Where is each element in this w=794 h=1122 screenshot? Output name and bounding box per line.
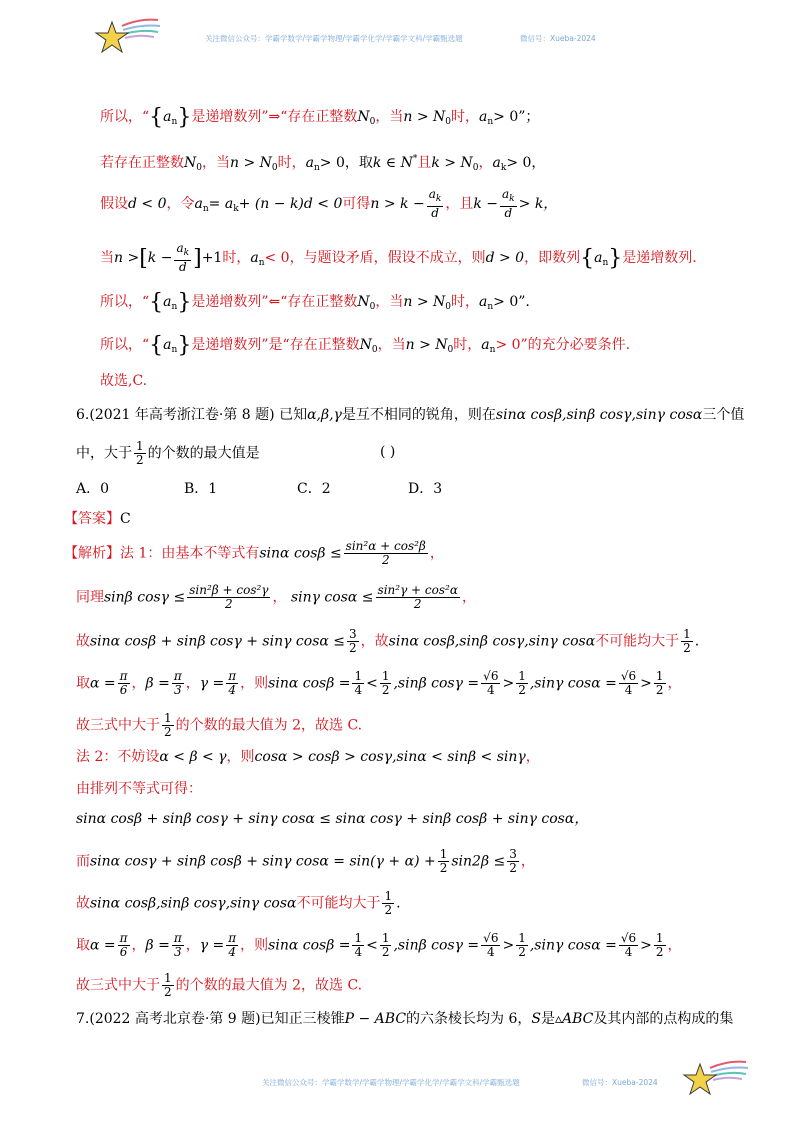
text: 是递增数列”⇐“存在正整数	[191, 294, 358, 310]
math: a	[163, 109, 172, 125]
fraction	[172, 670, 184, 697]
fraction	[380, 670, 392, 697]
math: n > N	[405, 337, 448, 353]
analysis-line-6	[76, 748, 540, 766]
text: ，且	[445, 196, 474, 212]
num: 1	[381, 931, 390, 945]
num: 1	[136, 439, 144, 453]
fraction	[380, 932, 392, 959]
math: +1	[201, 250, 223, 266]
math: a	[305, 155, 314, 171]
text: 时，	[453, 337, 482, 353]
text: ，即数列	[524, 250, 581, 266]
num: π	[173, 931, 182, 945]
proof-line-7: 故选,C.	[100, 373, 148, 389]
math: sin2β ≤	[451, 853, 506, 870]
math: N	[359, 337, 372, 353]
num: 1	[655, 669, 664, 683]
fraction	[438, 848, 450, 875]
den: 2	[683, 641, 691, 655]
text: .	[396, 895, 401, 912]
fraction	[427, 188, 444, 220]
text: 可得	[342, 196, 371, 212]
text: 时，	[277, 155, 306, 171]
answer-line	[64, 510, 131, 528]
math-sub: k	[183, 248, 190, 258]
den: 2	[518, 683, 526, 697]
analysis-line-7: 由排列不等式可得：	[76, 781, 202, 797]
text: < 0，与题设矛盾，假设不成立，则	[264, 250, 486, 266]
fraction	[382, 890, 394, 917]
answer-label: 【答案】	[64, 511, 120, 527]
math: sinα cosβ + sinβ cosγ + sinγ cosα ≤	[90, 633, 346, 650]
num: 3	[349, 627, 357, 641]
text: 的个数的最大值是	[147, 445, 260, 462]
analysis-line-4: 取α = $\frac{\pi}{6}$ ，β = $\frac{\pi}{3}$ ，γ = $\frac{\pi}{4}$ ，则sinα cosβ = $\frac{1}{4}$ < $\frac{1}{2}$ ,sinβ cosγ = $\frac{√6}{4}$ > $\frac{1}{2}$ ,sinγ cosα = $\frac{√6}{4}$ > $\frac{1}{2}$ ，	[76, 669, 682, 697]
text: 而	[76, 853, 90, 870]
text: 取	[76, 937, 90, 954]
text: ，	[667, 675, 682, 692]
analysis-line-2	[76, 584, 476, 611]
den: 4	[624, 683, 633, 697]
fraction	[162, 712, 174, 739]
num: 1	[518, 931, 526, 945]
math: a	[481, 337, 490, 353]
math-sub: n	[202, 204, 209, 214]
math: ,sinβ cosγ =	[393, 675, 480, 692]
fraction	[681, 628, 693, 655]
math: k −	[147, 250, 173, 266]
math: > k，	[518, 196, 558, 212]
math: a	[479, 294, 488, 310]
text: 是	[541, 1011, 555, 1027]
text: ，故	[360, 633, 389, 650]
den: 3	[173, 683, 182, 697]
den: 4	[354, 683, 363, 697]
math: n > k −	[370, 196, 425, 212]
text: ，则	[240, 675, 269, 692]
math: γ =	[199, 675, 225, 692]
math: α =	[90, 937, 116, 954]
num: 1	[518, 669, 526, 683]
text: ，	[478, 155, 493, 171]
den: 2	[349, 641, 357, 655]
math: sinα cosβ,sinβ cosγ,sinγ cosα	[90, 895, 297, 912]
num: π	[119, 931, 128, 945]
den: 2	[136, 453, 144, 467]
num: 1	[354, 669, 363, 683]
option-d: D．3	[408, 481, 443, 497]
fraction	[481, 932, 500, 959]
math: > 0”.	[493, 294, 530, 310]
den: 2	[381, 683, 390, 697]
math: d < 0	[128, 196, 167, 212]
math-sub: n	[489, 345, 496, 355]
math-sub: 0	[472, 163, 479, 173]
analysis-line-12	[76, 972, 362, 999]
text: 若存在正整数	[100, 155, 184, 171]
fraction	[344, 540, 428, 567]
analysis-line-1	[64, 540, 444, 567]
den: 2	[381, 553, 390, 567]
q6-number: 6.(2021 年高考浙江卷·第 8 题)	[76, 407, 275, 423]
star-logo-icon	[680, 1056, 752, 1100]
num: 1	[683, 627, 691, 641]
text: 是递增数列.	[622, 250, 697, 266]
text: 时，	[222, 250, 251, 266]
den: 2	[509, 861, 517, 875]
text: 已知	[279, 407, 308, 423]
text: 故三式中大于	[76, 977, 160, 994]
math: + (n − k)d < 0	[238, 196, 343, 212]
text: 取	[76, 675, 90, 692]
text: 是互不相同的锐角，则在	[341, 407, 496, 423]
math: sinα cosβ =	[268, 675, 351, 692]
math-sub: n	[313, 163, 320, 173]
header-right-text: 微信号：Xueba-2024	[520, 34, 596, 43]
den: 2	[655, 945, 664, 959]
math-sub: 0	[445, 302, 451, 312]
num: sin²α + cos²β	[345, 539, 426, 553]
answer-value: C	[120, 511, 131, 527]
star-logo-icon	[92, 14, 164, 58]
header-left-text: 关注微信公众号：学霸学数学/学霸学物理/学霸学化学/学霸学文科/学霸甄选题	[205, 34, 463, 43]
math: ,sinβ cosγ =	[393, 937, 480, 954]
fraction	[507, 848, 519, 875]
fraction	[118, 670, 130, 697]
math: N	[357, 294, 370, 310]
math: α =	[90, 675, 116, 692]
den: 4	[486, 945, 495, 959]
q7-stem-line1	[76, 1010, 733, 1028]
fraction	[352, 670, 364, 697]
math: = a	[208, 196, 234, 212]
option-a: A．0	[76, 481, 110, 497]
math: sinα cosβ =	[268, 937, 351, 954]
num: sin²β + cos²γ	[189, 583, 269, 597]
text: ，当	[377, 337, 406, 353]
num: sin²γ + cos²α	[377, 583, 458, 597]
num: √6	[483, 931, 499, 945]
num: π	[119, 669, 128, 683]
num: 1	[384, 889, 393, 903]
math: N	[357, 109, 370, 125]
den: 2	[164, 985, 172, 999]
math: > 0”；	[493, 109, 540, 125]
fraction	[516, 670, 528, 697]
fraction	[174, 242, 191, 274]
text: ，当	[201, 155, 230, 171]
proof-line-3	[100, 188, 557, 220]
num: √6	[483, 669, 499, 683]
text: 的六条棱长均为 6，	[406, 1011, 532, 1027]
analysis-line-9	[76, 848, 535, 875]
math-sub: 0	[369, 117, 376, 127]
math: ,sinγ cosα =	[529, 937, 617, 954]
text: 当	[100, 250, 114, 266]
num: a	[428, 187, 436, 201]
math: a	[163, 294, 172, 310]
num: π	[228, 931, 237, 945]
text: > 0”的充分必要条件.	[495, 337, 631, 353]
q6-stem-line2	[76, 440, 260, 467]
footer-right-text: 微信号：Xueba-2024	[582, 1078, 658, 1087]
proof-line-2	[100, 150, 545, 177]
num: π	[228, 669, 237, 683]
math: a	[479, 109, 488, 125]
num: 1	[164, 971, 172, 985]
page-header	[0, 0, 794, 70]
text: 故	[76, 633, 90, 650]
text: 且	[417, 155, 432, 171]
math: N	[184, 155, 197, 171]
fraction	[516, 932, 528, 959]
fraction	[162, 972, 174, 999]
fraction	[654, 670, 666, 697]
math: β =	[145, 675, 170, 692]
num: a	[176, 241, 184, 255]
den: 2	[655, 683, 664, 697]
fraction	[481, 670, 500, 697]
math-sub: 0	[369, 302, 376, 312]
math: a	[163, 337, 172, 353]
analysis-line-10	[76, 890, 401, 917]
fraction	[654, 932, 666, 959]
text: .	[694, 633, 700, 650]
den: 4	[486, 683, 495, 697]
num: 1	[381, 669, 390, 683]
math-sub: k	[435, 194, 442, 204]
math: > 0，取	[319, 155, 373, 171]
math-sub: n	[487, 117, 494, 127]
analysis-line-11: 取α = $\frac{\pi}{6}$ ，β = $\frac{\pi}{3}$ ，γ = $\frac{\pi}{4}$ ，则sinα cosβ = $\frac{1}{4}$ < $\frac{1}{2}$ ,sinβ cosγ = $\frac{√6}{4}$ > $\frac{1}{2}$ ,sinγ cosα = $\frac{√6}{4}$ > $\frac{1}{2}$ ，	[76, 931, 682, 959]
fraction	[352, 932, 364, 959]
math: d > 0	[485, 250, 525, 266]
den: d	[431, 206, 439, 220]
math: γ =	[199, 937, 225, 954]
text: 所以，“	[100, 109, 150, 125]
math: n > N	[229, 155, 272, 171]
text: 不可能均大于	[595, 633, 680, 650]
math: sinα cosβ ≤	[259, 545, 342, 562]
math: ▵ABC	[555, 1011, 594, 1027]
fraction	[619, 932, 638, 959]
math-sub: 0	[445, 117, 451, 127]
analysis-label: 【解析】	[64, 545, 120, 562]
math: a	[194, 196, 203, 212]
text: 法 2：不妨设	[76, 749, 160, 765]
fraction	[134, 440, 146, 467]
math: sinα cosβ,sinβ cosγ,sinγ cosα	[495, 407, 703, 423]
math: sinγ cosα ≤	[290, 589, 374, 606]
den: 2	[225, 597, 233, 611]
den: 4	[354, 945, 363, 959]
math-sub: k	[500, 163, 507, 173]
num: √6	[620, 931, 637, 945]
num: 1	[354, 931, 363, 945]
text: 故	[76, 895, 90, 912]
math: α,β,γ	[307, 407, 342, 423]
den: 4	[228, 945, 237, 959]
math-sub: n	[258, 258, 265, 268]
math-sub: n	[487, 302, 494, 312]
math: S	[531, 1011, 541, 1027]
fraction	[226, 932, 238, 959]
den: 2	[439, 861, 448, 875]
option-c: C．2	[297, 481, 331, 497]
math: cosα > cosβ > cosγ,sinα < sinβ < sinγ	[254, 749, 526, 765]
den: d	[178, 260, 187, 274]
math-sub: 0	[371, 345, 378, 355]
proof-line-4: 当n >[k − $\frac{a_k}{d}$ ]+1时，$a_n< 0$，与题设矛盾，假设不成立，则d > 0，即数列$\{a_n\}$是递增数列.	[100, 241, 697, 274]
text: ，	[520, 853, 535, 870]
math: <	[366, 937, 378, 954]
text: ，当	[375, 294, 404, 310]
math: β =	[145, 937, 170, 954]
math: k −	[473, 196, 499, 212]
den: 6	[119, 683, 128, 697]
math-sub: n	[171, 117, 178, 127]
math-sub: 0	[447, 345, 454, 355]
math: <	[366, 675, 378, 692]
den: 3	[173, 945, 182, 959]
proof-line-1: 所以，“$\{a_n\}$是递增数列”⇒“存在正整数$N_0$，当$n > N_0$时，$a_n> 0$”；	[100, 105, 540, 130]
option-b: B．1	[184, 481, 218, 497]
fraction	[500, 188, 517, 220]
math: n >	[114, 250, 140, 266]
math: k > N	[431, 155, 473, 171]
text: 法 1：由基本不等式有	[120, 545, 260, 562]
den: 4	[624, 945, 633, 959]
text: ，	[667, 937, 682, 954]
text: ，	[272, 589, 287, 606]
math: >	[640, 675, 652, 692]
q6-stem-line1	[76, 406, 744, 424]
footer-left-text: 关注微信公众号：学霸学数学/学霸学物理/学霸学化学/学霸学文科/学霸甄选题	[262, 1078, 520, 1087]
den: 4	[228, 683, 237, 697]
math: >	[502, 675, 515, 692]
den: 2	[384, 903, 393, 917]
math: ,sinγ cosα =	[529, 675, 617, 692]
text: 三个值	[702, 407, 745, 423]
num: a	[502, 187, 510, 201]
text: 不可能均大于	[296, 895, 381, 912]
analysis-line-5	[76, 712, 362, 739]
math-sub: 0	[196, 163, 202, 173]
math-sub: n	[171, 302, 178, 312]
den: d	[504, 206, 513, 220]
fraction	[118, 932, 130, 959]
math-sub: 0	[271, 163, 278, 173]
num: π	[173, 669, 182, 683]
text: 及其内部的点构成的集	[593, 1011, 734, 1027]
proof-line-6: 所以，“$\{a_n\}$是递增数列”是“存在正整数$N_0$，当$n > N_0$时，$a_n> 0$”的充分必要条件.	[100, 333, 631, 358]
den: 2	[164, 725, 172, 739]
math: P − ABC	[344, 1011, 407, 1027]
text: 所以，“	[100, 337, 150, 353]
text: ，令	[166, 196, 195, 212]
fraction	[347, 628, 359, 655]
text: ，则	[240, 937, 269, 954]
text: 是递增数列”⇒“存在正整数	[191, 109, 358, 125]
math: sinα cosβ,sinβ cosγ,sinγ cosα	[388, 633, 596, 650]
math-sub: n	[602, 258, 609, 268]
text: 时，	[451, 294, 479, 310]
text: 时，	[451, 109, 479, 125]
fraction	[226, 670, 238, 697]
text: ，则	[226, 749, 255, 765]
text: 假设	[100, 196, 128, 212]
math: sinα cosγ + sinβ cosβ + sinγ cosα = sin(γ + α) +	[90, 853, 436, 870]
math-sub: k	[509, 194, 515, 204]
num: 3	[509, 847, 517, 861]
math: α < β < γ	[159, 749, 227, 765]
math: a	[492, 155, 501, 171]
fraction	[187, 584, 270, 611]
analysis-line-3	[76, 628, 699, 655]
den: 2	[413, 597, 422, 611]
math: > 0，	[506, 155, 546, 171]
text: ，	[525, 749, 540, 765]
math: n > N	[403, 294, 446, 310]
math: sinβ cosγ ≤	[104, 589, 186, 606]
text: 所以，“	[100, 294, 150, 310]
fraction	[172, 932, 184, 959]
math-sub: n	[171, 345, 178, 355]
fraction	[376, 584, 460, 611]
math: >	[640, 937, 652, 954]
text: 中，大于	[76, 445, 132, 462]
text: 故三式中大于	[76, 717, 160, 734]
den: 6	[119, 945, 128, 959]
text: 的个数的最大值为 2，故选 C.	[175, 717, 363, 734]
num: 1	[655, 931, 664, 945]
analysis-line-8: sinα cosβ + sinβ cosγ + sinγ cosα ≤ sinα cosγ + sinβ cosβ + sinγ cosα，	[76, 811, 589, 827]
math: n > N	[403, 109, 446, 125]
math: k ∈ N	[372, 155, 413, 171]
text: ，当	[375, 109, 404, 125]
num: √6	[620, 669, 637, 683]
text: ，	[461, 589, 476, 606]
num: 1	[164, 711, 172, 725]
math-sup: *	[412, 154, 418, 164]
fraction	[619, 670, 638, 697]
text: 7.(2022 高考北京卷·第 9 题)已知正三棱锥	[76, 1011, 345, 1027]
text: 的个数的最大值为 2，故选 C.	[175, 977, 363, 994]
text: ，	[429, 545, 444, 562]
den: 2	[518, 945, 526, 959]
text: 是递增数列”是“存在正整数	[191, 337, 360, 353]
math: >	[502, 937, 515, 954]
num: 1	[439, 847, 448, 861]
proof-line-5: 所以，“$\{a_n\}$是递增数列”⇐“存在正整数$N_0$，当$n > N_0$时，$a_n> 0$”.	[100, 290, 530, 315]
math: a	[594, 250, 603, 266]
den: 2	[381, 945, 390, 959]
math: a	[250, 250, 259, 266]
math-sub: k	[233, 204, 239, 214]
answer-blank: ( )	[380, 444, 396, 460]
text: 同理	[76, 589, 104, 606]
